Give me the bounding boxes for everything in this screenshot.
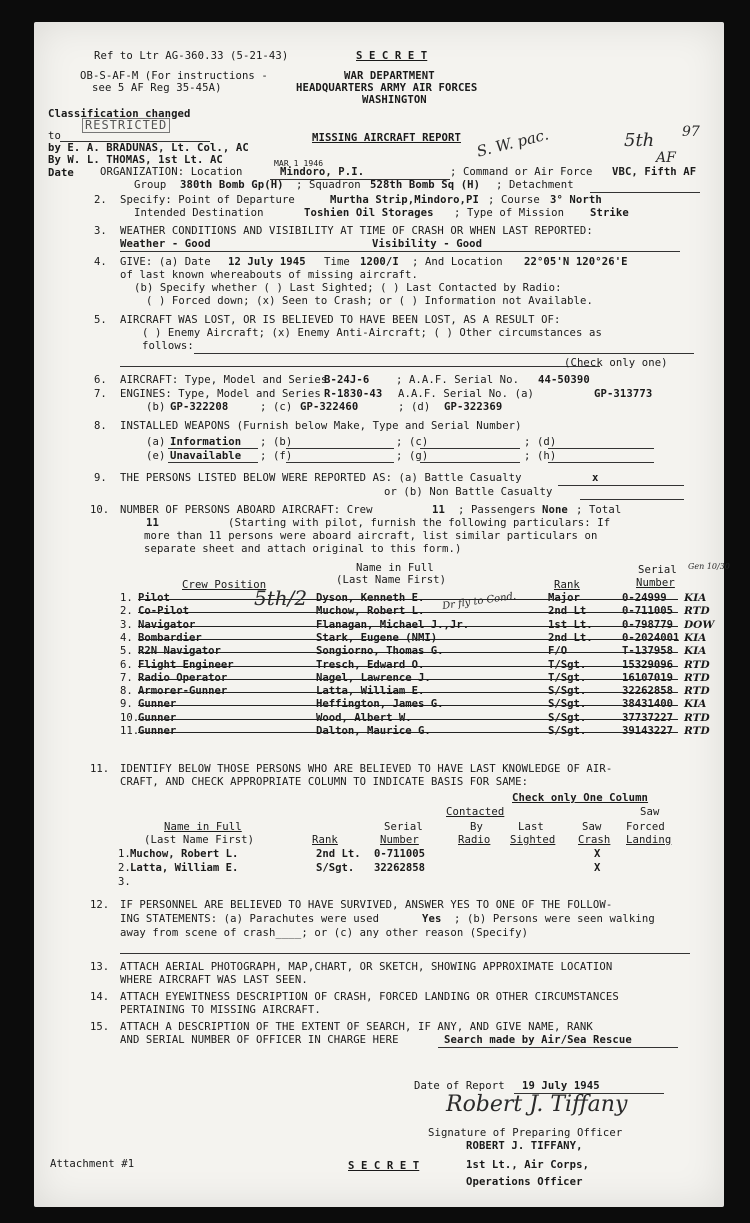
sec9-label2: or (b) Non Battle Casualty (384, 486, 553, 498)
officer-rank: 1st Lt., Air Corps, (466, 1159, 590, 1171)
sec6-num: 6. (94, 374, 107, 386)
total-count: 11 (146, 517, 159, 529)
weapon-a: Information (170, 436, 242, 448)
aircraft-model: B-24J-6 (324, 374, 370, 386)
engines-label: ENGINES: Type, Model and Series (120, 388, 321, 400)
weapon-rule-c (420, 448, 520, 449)
header-city: WASHINGTON (362, 94, 427, 106)
weapon-rule-e (168, 462, 258, 463)
header-dept: WAR DEPARTMENT (344, 70, 435, 82)
crew-row-strike (138, 652, 678, 653)
classification-date: Date (48, 167, 74, 179)
weapon-f-letter: ; (f) (260, 450, 293, 462)
k-row-saw-crash-mark: X (594, 848, 601, 860)
time-value: 1200/I (360, 256, 399, 268)
crew-row-num: 8. (120, 685, 133, 697)
aircraft-serial: 44-50390 (538, 374, 590, 386)
sec8-num: 8. (94, 420, 107, 432)
crew-row-name: Dalton, Maurice G. (316, 725, 431, 737)
crew-row-name: Latta, William E. (316, 685, 425, 697)
sec15-line1: ATTACH A DESCRIPTION OF THE EXTENT OF SEARCH, IF ANY, AND GIVE NAME, RANK (120, 1021, 593, 1033)
crew-row-rank: S/Sgt. (548, 712, 587, 724)
weapon-rule-b (286, 448, 394, 449)
crew-row-strike (138, 679, 678, 680)
weapon-h-letter: ; (h) (524, 450, 557, 462)
sec5-rule-1 (194, 353, 694, 354)
crew-row-status: DOW (684, 619, 715, 631)
sec12-line2a: ING STATEMENTS: (a) Parachutes were used (120, 913, 380, 925)
command-label: ; Command or Air Force (450, 166, 593, 178)
crew-header-name: Name in Full (356, 562, 434, 574)
crew-row-status: KIA (684, 698, 707, 710)
crew-row-serial: 37737227 (622, 712, 674, 724)
mission-value: Strike (590, 207, 629, 219)
crew-row-serial: 32262858 (622, 685, 674, 697)
crew-row-name: Wood, Albert W. (316, 712, 412, 724)
handwritten-condition-note: Dr fly to Cond. (441, 590, 517, 613)
crew-row-num: 2. (120, 605, 133, 617)
sec14-line1: ATTACH EYEWITNESS DESCRIPTION OF CRASH, FORCED LANDING OR OTHER CIRCUMSTANCES (120, 991, 619, 1003)
form-id: OB-S-AF-M (For instructions - (80, 70, 268, 82)
crew-top-right-note: Gen 10/30 (688, 562, 730, 571)
weapon-a-letter: (a) (146, 436, 166, 448)
h11-landing: Landing (626, 834, 672, 846)
sec12-line2b: ; (b) Persons were seen walking (454, 913, 655, 925)
crew-row-rank: Major (548, 592, 580, 604)
crew-row-num: 11. (120, 725, 140, 737)
check-one-column: Check only One Column (512, 792, 649, 804)
attachment-label: Attachment #1 (50, 1158, 135, 1170)
crew-row-status: RTD (684, 712, 710, 724)
crew-row-num: 3. (120, 619, 133, 631)
sec12-num: 12. (90, 899, 110, 911)
k-row-rank: 2nd Lt. (316, 848, 361, 860)
k-row-serial: 32262858 (374, 862, 426, 874)
engine-b-label: (b) (146, 401, 166, 413)
crew-row-name: Nagel, Lawrence J. (316, 672, 431, 684)
sec5-line2: ( ) Enemy Aircraft; (x) Enemy Anti-Aircraft; ( ) Other circumstances as (142, 327, 602, 339)
sec12-rule (120, 953, 690, 954)
crew-row-name: Songiorno, Thomas G. (316, 645, 444, 657)
engine-b: GP-322208 (170, 401, 229, 413)
sec13-num: 13. (90, 961, 110, 973)
k-row-num: 3. (118, 876, 131, 888)
h-saw-forced: Saw (640, 806, 660, 818)
crew-row-strike (138, 692, 678, 693)
crew-row-status: KIA (684, 632, 707, 644)
sec15-line2: AND SERIAL NUMBER OF OFFICER IN CHARGE HERE (120, 1034, 399, 1046)
handwritten-af: AF (656, 150, 676, 166)
passengers-count: None (542, 504, 568, 516)
crew-row-position: Gunner (138, 698, 177, 710)
crew-row-serial: T-137958 (622, 645, 674, 657)
engines-model: R-1830-43 (324, 388, 383, 400)
crew-header-last-first: (Last Name First) (336, 574, 447, 586)
visibility-value: Visibility - Good (372, 238, 483, 250)
weapon-e: Unavailable (170, 450, 242, 462)
battle-casualty-mark: x (592, 472, 599, 484)
sec5-num: 5. (94, 314, 107, 326)
k-row-serial: 0-711005 (374, 848, 426, 860)
officer-name: ROBERT J. TIFFANY, (466, 1140, 583, 1152)
sec2-num: 2. (94, 194, 107, 206)
secret-marking-bottom: S E C R E T (348, 1160, 420, 1172)
h11-last: Last (518, 821, 544, 833)
date-of-report-value: 19 July 1945 (522, 1080, 600, 1092)
departure-label: Specify: Point of Departure (120, 194, 295, 206)
sec5-line3: follows: (142, 340, 194, 352)
persons-label: NUMBER OF PERSONS ABOARD AIRCRAFT: Crew (120, 504, 373, 516)
pilot-handwritten-mark: 5th/2 (254, 586, 308, 610)
sec14-line2: PERTAINING TO MISSING AIRCRAFT. (120, 1004, 321, 1016)
crew-row-serial: 0-2024001 (622, 632, 680, 644)
sec13-line2: WHERE AIRCRAFT WAS LAST SEEN. (120, 974, 308, 986)
crew-row-position: Gunner (138, 725, 177, 737)
classification-date-stamp: MAR 1 1946 (274, 159, 324, 168)
sec10-line2: (Starting with pilot, furnish the following particulars: If (228, 517, 611, 529)
sec13-line1: ATTACH AERIAL PHOTOGRAPH, MAP,CHART, OR SKETCH, SHOWING APPROXIMATE LOCATION (120, 961, 613, 973)
engines-serial-label: A.A.F. Serial No. (a) (398, 388, 535, 400)
instructions-ref: see 5 AF Reg 35-45A) (92, 82, 222, 94)
mission-label: ; Type of Mission (454, 207, 565, 219)
h11-number: Number (380, 834, 419, 846)
crew-row-name: Heffington, James G. (316, 698, 444, 710)
sec4-line2: of last known whereabouts of missing aircraft. (120, 269, 418, 281)
k-row-rank: S/Sgt. (316, 862, 355, 874)
crew-row-rank: S/Sgt. (548, 685, 587, 697)
passengers-label: ; Passengers (458, 504, 536, 516)
sec9-rule-a (558, 485, 684, 486)
sec5-rule-2 (120, 366, 600, 367)
crew-row-position: Flight Engineer (138, 659, 234, 671)
crew-row-position: Co-Pilot (138, 605, 190, 617)
group-value: 380th Bomb Gp(H) (180, 179, 284, 191)
crew-row-strike (138, 666, 678, 667)
group-label: Group (134, 179, 167, 191)
k-row-name: Latta, William E. (130, 862, 239, 874)
weapon-rule-f (286, 462, 394, 463)
h11-serial: Serial (384, 821, 423, 833)
classification-changed: Classification changed (48, 108, 191, 120)
org-label: ORGANIZATION: Location (100, 166, 243, 178)
k-row-num: 1. (118, 848, 131, 860)
sec10-num: 10. (90, 504, 110, 516)
time-label: Time (324, 256, 350, 268)
crew-row-serial: 16107019 (622, 672, 674, 684)
crew-header-number: Number (636, 577, 675, 589)
crew-row-name: Tresch, Edward O. (316, 659, 425, 671)
crew-row-strike (138, 732, 678, 733)
crew-row-strike (138, 639, 678, 640)
sec9-rule-b (580, 499, 684, 500)
weapon-rule-d (548, 448, 654, 449)
sec11-line2: CRAFT, AND CHECK APPROPRIATE COLUMN TO INDICATE BASIS FOR SAME: (120, 776, 529, 788)
engine-d: GP-322369 (444, 401, 503, 413)
sec12-line3: away from scene of crash____; or (c) any other reason (Specify) (120, 927, 529, 939)
crew-row-status: RTD (684, 605, 710, 617)
sec3-text: WEATHER CONDITIONS AND VISIBILITY AT TIME OF CRASH OR WHEN LAST REPORTED: (120, 225, 593, 237)
secret-marking-top: S E C R E T (356, 50, 428, 62)
crew-row-name: Muchow, Robert L. (316, 605, 425, 617)
crew-row-num: 1. (120, 592, 133, 604)
h11-rank: Rank (312, 834, 338, 846)
command-value: VBC, Fifth AF (612, 166, 697, 178)
location-value: 22°05'N 120°26'E (524, 256, 628, 268)
crew-row-serial: 0-24999 (622, 592, 667, 604)
crew-row-strike (138, 705, 678, 706)
h11-by: By (470, 821, 483, 833)
k-row-num: 2. (118, 862, 131, 874)
sec15-rule (438, 1047, 678, 1048)
crew-row-serial: 0-711005 (622, 605, 674, 617)
crew-row-num: 7. (120, 672, 133, 684)
search-value: Search made by Air/Sea Rescue (444, 1034, 632, 1046)
reference-line: Ref to Ltr AG-360.33 (5-21-43) (94, 50, 289, 62)
crew-row-status: RTD (684, 725, 710, 737)
k-row-name: Muchow, Robert L. (130, 848, 239, 860)
crew-row-status: RTD (684, 659, 710, 671)
crew-count: 11 (432, 504, 445, 516)
engine-a: GP-313773 (594, 388, 653, 400)
squadron-label: ; Squadron (296, 179, 361, 191)
sec11-num: 11. (90, 763, 110, 775)
weapon-rule-h (548, 462, 654, 463)
detachment-rule (590, 192, 700, 193)
weapon-b-letter: ; (b) (260, 436, 293, 448)
sec10-line3: more than 11 persons were aboard aircraft, list similar particulars on (144, 530, 598, 542)
crew-row-rank: 1st Lt. (548, 619, 593, 631)
h11-crash: Crash (578, 834, 611, 846)
weapon-rule-a (168, 448, 258, 449)
date-of-report-label: Date of Report (414, 1080, 505, 1092)
weapon-d-letter: ; (d) (524, 436, 557, 448)
crew-header-serial: Serial (638, 564, 677, 576)
crew-row-name: Stark, Eugene (NMI) (316, 632, 438, 644)
crew-row-status: KIA (684, 645, 707, 657)
crew-row-position: Radio Operator (138, 672, 228, 684)
total-label: ; Total (576, 504, 622, 516)
sec12-line1: IF PERSONNEL ARE BELIEVED TO HAVE SURVIVED, ANSWER YES TO ONE OF THE FOLLOW- (120, 899, 613, 911)
sec3-rule (120, 251, 680, 252)
crew-row-status: KIA (684, 592, 707, 604)
crew-row-name: Dyson, Kenneth E. (316, 592, 425, 604)
report-title: MISSING AIRCRAFT REPORT (312, 132, 461, 144)
sec9-label: THE PERSONS LISTED BELOW WERE REPORTED AS: (a) Battle Casualty (120, 472, 522, 484)
weapon-g-letter: ; (g) (396, 450, 429, 462)
h11-name: Name in Full (164, 821, 242, 833)
course-label: ; Course (488, 194, 540, 206)
location-label: ; And Location (412, 256, 503, 268)
engine-d-label: ; (d) (398, 401, 431, 413)
h11-sighted: Sighted (510, 834, 556, 846)
crew-row-num: 6. (120, 659, 133, 671)
crew-row-serial: 0-798779 (622, 619, 674, 631)
destination-value: Toshien Oil Storages (304, 207, 434, 219)
course-value: 3° North (550, 194, 602, 206)
sec10-line4: separate sheet and attach original to this form.) (144, 543, 462, 555)
sec4-line4: ( ) Forced down; (x) Seen to Crash; or ( ) Information not Available. (146, 295, 593, 307)
crew-row-rank: 2nd Lt (548, 605, 587, 617)
crew-row-strike (138, 612, 678, 613)
crew-row-num: 5. (120, 645, 133, 657)
restricted-stamp: RESTRICTED (82, 118, 170, 133)
officer-title: Operations Officer (466, 1176, 583, 1188)
h-contacted: Contacted (446, 806, 505, 818)
crew-row-position: Gunner (138, 712, 177, 724)
parachutes-yes: Yes (422, 913, 442, 925)
date-value: 12 July 1945 (228, 256, 306, 268)
give-label: GIVE: (a) Date (120, 256, 211, 268)
document-page (34, 22, 730, 1207)
handwritten-5th: 5th (624, 130, 655, 151)
crew-row-num: 4. (120, 632, 133, 644)
crew-row-rank: F/O (548, 645, 568, 657)
crew-row-strike (138, 719, 678, 720)
officer-signature: Robert J. Tiffany (446, 1092, 628, 1117)
weapons-label: INSTALLED WEAPONS (Furnish below Make, Type and Serial Number) (120, 420, 522, 432)
signature-label: Signature of Preparing Officer (428, 1127, 623, 1139)
sec15-num: 15. (90, 1021, 110, 1033)
sec14-num: 14. (90, 991, 110, 1003)
classification-to: to (48, 130, 61, 142)
h11-saw: Saw (582, 821, 602, 833)
k-row-saw-crash-mark: X (594, 862, 601, 874)
crew-row-num: 9. (120, 698, 133, 710)
crew-row-name: Flanagan, Michael J.,Jr. (316, 619, 470, 631)
crew-row-serial: 15329096 (622, 659, 674, 671)
crew-row-rank: S/Sgt. (548, 725, 587, 737)
destination-label: Intended Destination (134, 207, 264, 219)
crew-row-serial: 39143227 (622, 725, 674, 737)
sec4-line3: (b) Specify whether ( ) Last Sighted; ( ) Last Contacted by Radio: (134, 282, 562, 294)
crew-row-num: 10. (120, 712, 140, 724)
classification-by1: by E. A. BRADUNAS, Lt. Col., AC (48, 142, 249, 154)
aircraft-serial-label: ; A.A.F. Serial No. (396, 374, 520, 386)
crew-row-position: R2N Navigator (138, 645, 221, 657)
h11-radio: Radio (458, 834, 491, 846)
crew-row-strike (138, 599, 678, 600)
weapon-rule-g (420, 462, 520, 463)
crew-row-serial: 38431400 (622, 698, 674, 710)
weather-value: Weather - Good (120, 238, 211, 250)
weapon-c-letter: ; (c) (396, 436, 429, 448)
crew-row-position: Pilot (138, 592, 170, 604)
sec9-num: 9. (94, 472, 107, 484)
crew-row-status: RTD (684, 672, 710, 684)
sec5-line1: AIRCRAFT WAS LOST, OR IS BELIEVED TO HAVE BEEN LOST, AS A RESULT OF: (120, 314, 561, 326)
aircraft-label: AIRCRAFT: Type, Model and Series (120, 374, 328, 386)
sec7-num: 7. (94, 388, 107, 400)
engine-c: GP-322460 (300, 401, 359, 413)
h11-forced: Forced (626, 821, 665, 833)
sec11-line1: IDENTIFY BELOW THOSE PERSONS WHO ARE BELIEVED TO HAVE LAST KNOWLEDGE OF AIR- (120, 763, 613, 775)
weapon-e-letter: (e) (146, 450, 166, 462)
classification-by2: By W. L. THOMAS, 1st Lt. AC (48, 154, 223, 166)
crew-row-position: Navigator (138, 619, 196, 631)
crew-header-position: Crew Position (182, 579, 267, 591)
engine-c-label: ; (c) (260, 401, 293, 413)
crew-row-position: Armorer-Gunner (138, 685, 228, 697)
sec4-num: 4. (94, 256, 107, 268)
crew-header-rank: Rank (554, 579, 580, 591)
squadron-value: 528th Bomb Sq (H) (370, 179, 481, 191)
crew-row-status: RTD (684, 685, 710, 697)
departure-value: Murtha Strip,Mindoro,PI (330, 194, 479, 206)
org-value: Mindoro, P.I. (280, 166, 365, 178)
crew-row-rank: T/Sgt. (548, 672, 587, 684)
h11-last-first: (Last Name First) (144, 834, 255, 846)
crew-row-rank: S/Sgt. (548, 698, 587, 710)
handwritten-97: 97 (682, 124, 700, 140)
crew-row-rank: T/Sgt. (548, 659, 587, 671)
crew-row-position: Bombardier (138, 632, 202, 644)
crew-row-rank: 2nd Lt. (548, 632, 593, 644)
detachment-label: ; Detachment (496, 179, 574, 191)
header-hq: HEADQUARTERS ARMY AIR FORCES (296, 82, 478, 94)
handwritten-sw-pac: S. W. pac. (474, 125, 551, 161)
check-only-one: (Check only one) (564, 357, 668, 369)
crew-row-strike (138, 626, 678, 627)
sec3-num: 3. (94, 225, 107, 237)
